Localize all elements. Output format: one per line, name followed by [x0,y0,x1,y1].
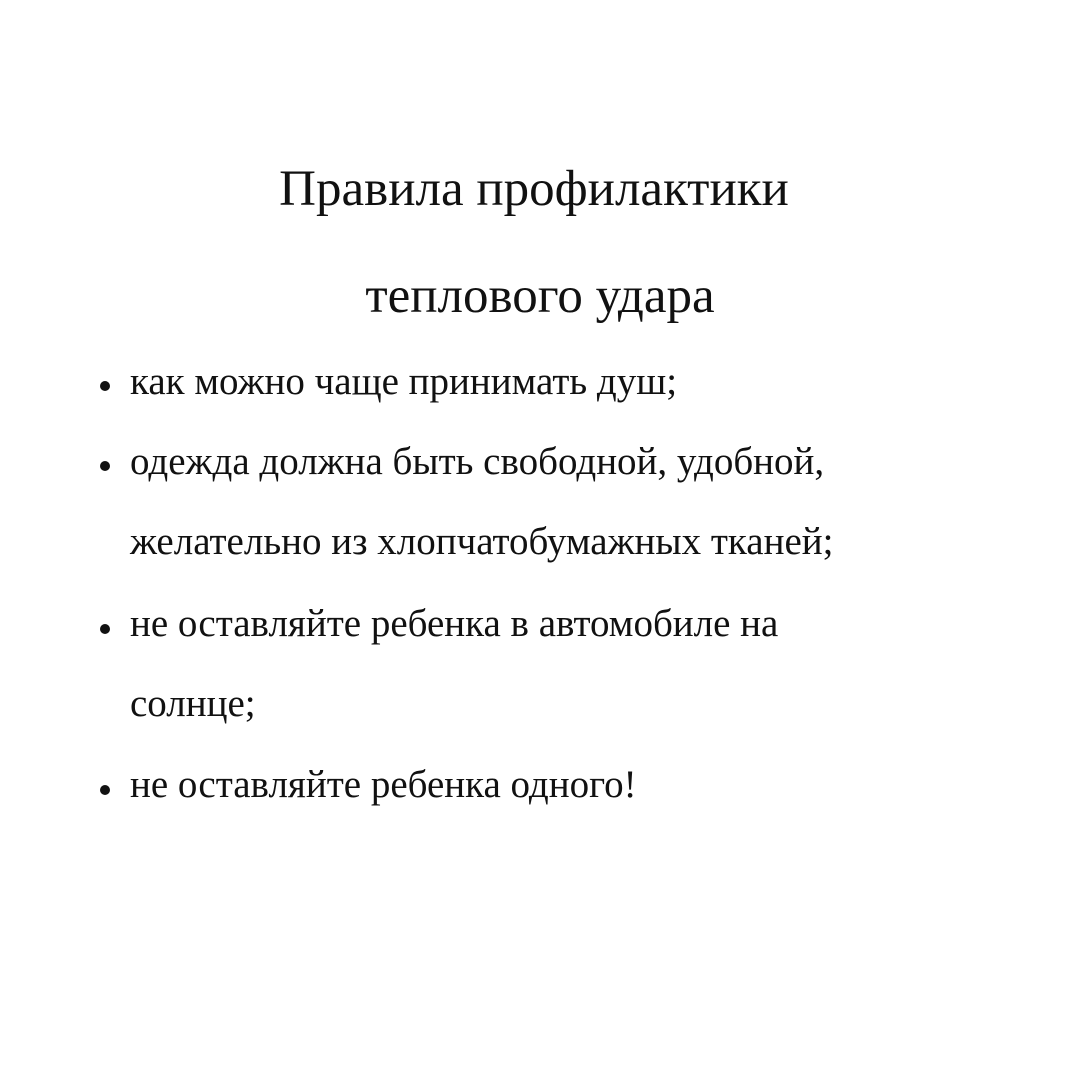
bullet-icon [100,461,110,471]
list-item-text: одежда должна быть свободной, удобной, [130,440,825,483]
list-item-text: не оставляйте ребенка в автомобиле на [130,602,779,645]
bullet-icon [100,785,110,795]
list-item-text-continuation: солнце; [130,682,256,725]
title-line-1: Правила профилактики [279,161,789,217]
list-item-text-continuation: желательно из хлопчатобумажных тканей; [130,520,834,563]
bullet-icon [100,624,110,634]
list-item-text: не оставляйте ребенка одного! [130,763,637,806]
bullet-icon [100,381,110,391]
title-line-2: теплового удара [365,268,715,324]
list-item-text: как можно чаще принимать душ; [130,360,678,403]
